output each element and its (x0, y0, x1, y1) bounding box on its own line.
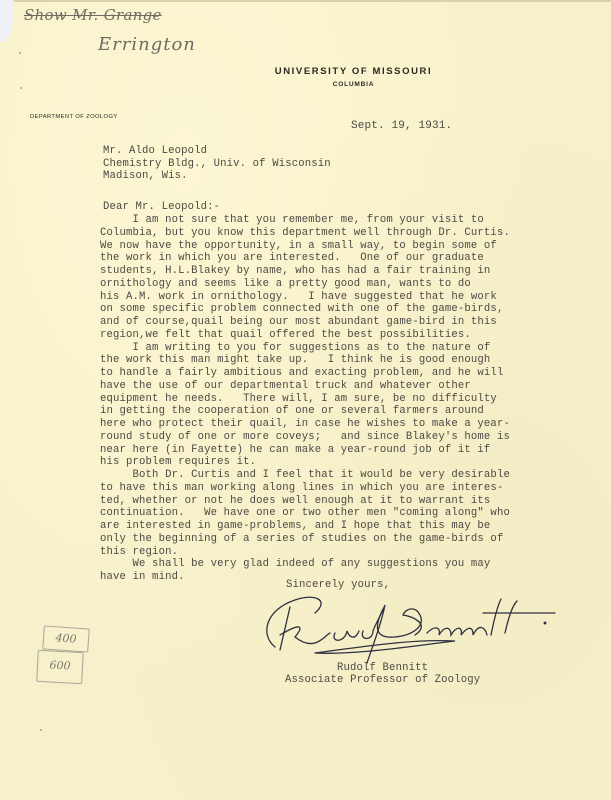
letter-date: Sept. 19, 1931. (351, 120, 453, 132)
recipient-address-line2: Madison, Wis. (103, 170, 188, 183)
recipient-address-line1: Chemistry Bldg., Univ. of Wisconsin (103, 157, 331, 170)
body-line: the work this man might take up. I think he is good enough (100, 354, 491, 367)
closing: Sincerely yours, (286, 579, 391, 591)
body-line: to have this man working along lines in which you are interes- (100, 481, 504, 494)
body-line: his A.M. work in ornithology. I have suggested that he work (100, 290, 497, 303)
handwritten-struck-note: Show Mr. Grange (24, 6, 162, 24)
letter-body (100, 214, 510, 584)
signer-title: Associate Professor of Zoology (285, 674, 481, 686)
letterhead-department: DEPARTMENT OF ZOOLOGY (30, 114, 118, 120)
body-line: his problem requires it. (100, 456, 257, 469)
paper-speck (19, 52, 21, 54)
page-top-edge (0, 0, 611, 2)
body-line: round study of one or more coveys; and since Blakey's home is (100, 430, 510, 443)
paper-speck (20, 87, 22, 89)
archive-number-top: 400 (42, 625, 90, 652)
body-line: only the beginning of a series of studies on the game-birds of (100, 532, 504, 545)
recipient-address (103, 145, 331, 183)
body-line: in getting the cooperation of one or several farmers around (100, 405, 484, 418)
archive-number-bottom: 600 (36, 650, 84, 684)
body-line: Columbia, but you know this department well through Dr. Curtis. (100, 226, 510, 239)
body-line: have the use of our departmental truck and whatever other (100, 379, 471, 392)
archive-number-box (33, 627, 93, 697)
body-line: near here (in Fayette) he can make a year-round job of it if (100, 443, 491, 456)
body-line: I am not sure that you remember me, from your visit to (100, 214, 484, 226)
body-line: have in mind. (100, 571, 185, 583)
body-line: here who protect their quail, in case he wishes to make a year- (100, 418, 510, 430)
body-line: We now have the opportunity, in a small way, to begin some of (100, 239, 497, 252)
body-line: We shall be very glad indeed of any suggestions you may (100, 558, 491, 571)
salutation: Dear Mr. Leopold:- (103, 201, 221, 213)
body-line: on some specific problem connected with one of the game-birds, (100, 303, 504, 316)
body-line: ted, whether or not he does well enough at it to warrant its (100, 494, 491, 507)
body-line: this region. (100, 545, 179, 558)
body-line: Both Dr. Curtis and I feel that it would be very desirable (100, 469, 510, 481)
body-line: equipment he needs. There will, I am sure, be no difficulty (100, 392, 497, 405)
handwritten-routing-name: Errington (98, 34, 196, 55)
handwritten-signature (255, 595, 575, 665)
body-line: the work in which you are interested. One of our graduate (100, 252, 484, 265)
letterhead-location: COLUMBIA (332, 81, 375, 88)
body-line: ornithology and seems like a pretty good man, wants to do (100, 277, 471, 290)
body-line: are interested in game-problems, and I hope that this may be (100, 520, 491, 532)
body-line: students, H.L.Blakey by name, who has had a fair training in (100, 265, 491, 277)
body-line: to handle a fairly ambitious and exacting problem, and he will (100, 367, 504, 379)
body-line: continuation. We have one or two other men "coming along" who (100, 507, 510, 520)
paper-speck (40, 729, 42, 731)
body-line: and of course,quail being our most abundant game-bird in this (100, 316, 497, 328)
letterhead-institution: UNIVERSITY OF MISSOURI (274, 66, 433, 77)
body-line: region,we felt that quail offered the best possibilities. (100, 328, 471, 341)
recipient-name: Mr. Aldo Leopold (103, 145, 208, 157)
body-line: I am writing to you for suggestions as to the nature of (100, 341, 491, 354)
torn-corner (0, 0, 14, 42)
signer-name: Rudolf Bennitt (337, 662, 429, 674)
